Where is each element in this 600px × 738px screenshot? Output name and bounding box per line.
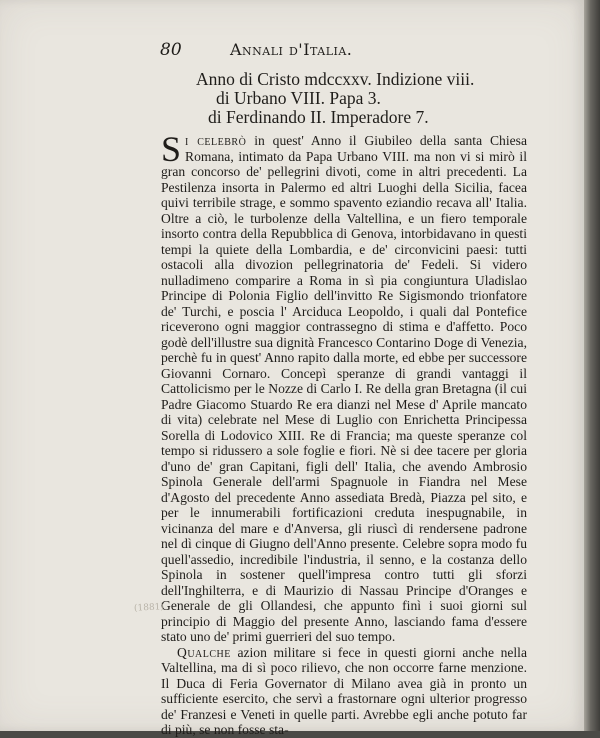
drop-cap: S [161, 129, 182, 169]
paragraph-1-text: in quest' Anno il Giubileo della santa Chiesa Romana, intimato da Papa Urbano VIII. ma non vi si mirò il gran concorso de' pellegrini divoti, come in altri precedenti. La Pestilenza insorta in Palermo ed altri Luoghi della Sicilia, facea quivi terribile strage, e sommo spavento eziandio recava all' Italia. Oltre a ciò, le turbolenze della Valtellina, e un fiero temporale insorto contra della Repubblica di Genova, intorbidavano in questi tempi la quiete della Lombardia, e de' circonvicini paesi: tutti ostacoli alla divozion pellegrinatoria de' Fedeli. Si videro nulladimeno comparire a Roma in sì pia congiuntura Uladislao Principe di Polonia Figlio dell'invitto Re Sigismondo trionfatore de' Turchi, e poscia l' Arciduca Leopoldo, i quali dal Pontefice riceverono ogni maggior contrassegno di stima e d'affetto. Poco godè dell'illustre sua dignità Francesco Contarino Doge di Venezia, perchè fu in quest' Anno rapito dalla morte, ed ebbe per successore Giovanni Cornaro. Concepì speranze di grandi vantaggi il Cattolicismo per le Nozze di Carlo I. Re della gran Bretagna (il cui Padre Giacomo Stuardo Re era dianzi nel Mese d' Aprile mancato di vita) celebrate nel Mese di Luglio con Enrichetta Principessa Sorella di Lodovico XIII. Re di Francia; ma queste speranze col tempo si ridussero a sole foglie e fiori. Nè si dee tacere per gloria d'uno de' gran Capitani, figli dell' Italia, che avendo Ambrosio Spinola Generale dell'armi Spagnuole in Fiandra nel Mese d'Agosto del precedente Anno assediata Bredà, Piazza pel sito, e per le innumerabili fortificazioni creduta inespugnabile, in vicinanza del mare e d'Anversa, gli riuscì di rendersene padrone nel dì cinque di Giugno dell'Anno presente. Celebre sopra modo fu quell'assedio, incredibile l'industria, il senno, e la costanza dello Spinola in sostener quell'impresa contro tutti gli sforzi dell'Inghilterra, e di Maurizio di Nassau Principe d'Oranges e Generale de gli Ollandesi, che appunto finì i suoi giorni sul principio di Maggio del presente Anno, lasciando fama d'essere stato uno de' primi guerrieri del suo tempo. [161, 133, 527, 644]
library-stamp: (1881) [133, 602, 165, 614]
opening-word-2: Qualche [177, 644, 231, 660]
paragraph-1 [161, 129, 527, 645]
running-title: Annali d'Italia. [230, 40, 353, 59]
paragraph-2 [161, 645, 527, 738]
heading-emperor-line: di Ferdinando II. Imperadore 7. [208, 107, 429, 127]
page-edge-shadow [584, 0, 600, 731]
page-number: 80 [160, 40, 182, 60]
heading-pope-line: di Urbano VIII. Papa 3. [216, 88, 381, 108]
paragraph-2-text: azion militare si fece in questi giorni anche nella Valtellina, ma di sì poco rilievo, che non occorre farne menzione. Il Duca di Feria Governator di Milano avea già in pronto un sufficiente esercito, che servì a frastornare ogni ulterior progresso de' Franzesi e Veneti in quelle parti. Avrebbe egli anche potuto far di più, se non fosse sta- [161, 644, 527, 737]
opening-word: i celebrò [185, 133, 247, 148]
body-text [161, 129, 527, 738]
year-heading [196, 70, 536, 127]
heading-year-line: Anno di Cristo mdccxxv. Indizione viii. [196, 69, 475, 89]
running-head [160, 40, 540, 64]
